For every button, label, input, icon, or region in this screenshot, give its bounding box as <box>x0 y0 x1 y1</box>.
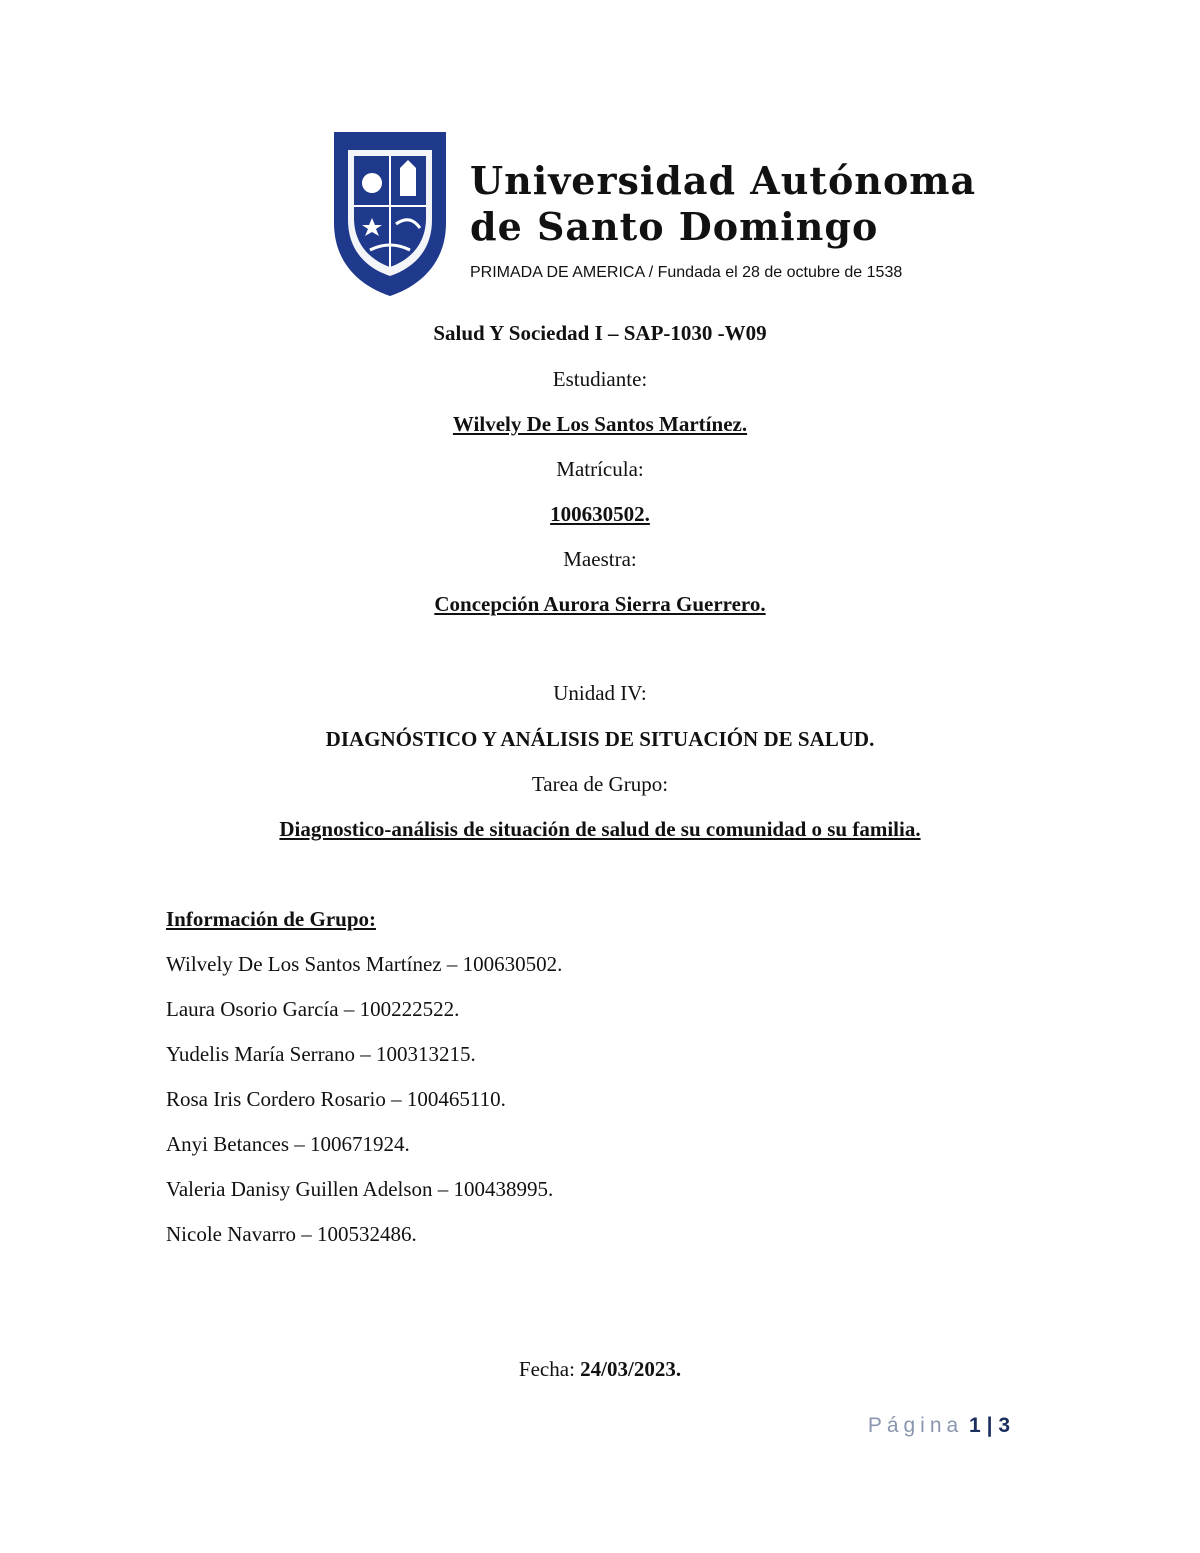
total-pages: 3 <box>998 1414 1010 1437</box>
id-value: 100630502. <box>550 502 650 526</box>
group-member: Rosa Iris Cordero Rosario – 100465110. <box>166 1087 506 1111</box>
group-member: Wilvely De Los Santos Martínez – 100630502. <box>166 952 563 976</box>
date-line <box>0 1356 1200 1382</box>
university-seal-icon <box>330 128 450 298</box>
group-member: Valeria Danisy Guillen Adelson – 100438995. <box>166 1177 554 1201</box>
student-name: Wilvely De Los Santos Martínez. <box>452 412 748 436</box>
unit-title: DIAGNÓSTICO Y ANÁLISIS DE SITUACIÓN DE SALUD. <box>325 727 875 751</box>
group-member: Anyi Betances – 100671924. <box>166 1132 410 1156</box>
page-number <box>0 1414 1010 1438</box>
group-member: Nicole Navarro – 100532486. <box>166 1222 417 1246</box>
university-name-line2: de Santo Domingo <box>470 204 879 249</box>
unit-label: Unidad IV: <box>553 681 647 705</box>
date-value: 24/03/2023. <box>580 1357 682 1381</box>
course-title: Salud Y Sociedad I – SAP-1030 -W09 <box>433 321 767 345</box>
id-label: Matrícula: <box>556 457 644 481</box>
task-title: Diagnostico-análisis de situación de salud de su comunidad o su familia. <box>279 817 921 841</box>
university-tagline: PRIMADA DE AMERICA / Fundada el 28 de octubre de 1538 <box>470 264 903 281</box>
teacher-name: Concepción Aurora Sierra Guerrero. <box>434 592 766 616</box>
task-label: Tarea de Grupo: <box>531 772 669 796</box>
group-member: Laura Osorio García – 100222522. <box>166 997 460 1021</box>
group-member: Yudelis María Serrano – 100313215. <box>166 1042 476 1066</box>
date-label: Fecha: <box>518 1357 581 1381</box>
page-separator: | <box>986 1414 993 1437</box>
student-label: Estudiante: <box>552 367 648 391</box>
group-heading: Información de Grupo: <box>166 907 376 931</box>
current-page: 1 <box>969 1414 981 1437</box>
university-wordmark <box>470 158 976 282</box>
page-word: Página <box>867 1414 964 1437</box>
university-name-line1: Universidad Autónoma <box>470 158 977 203</box>
university-logo <box>330 128 977 298</box>
teacher-label: Maestra: <box>563 547 637 571</box>
